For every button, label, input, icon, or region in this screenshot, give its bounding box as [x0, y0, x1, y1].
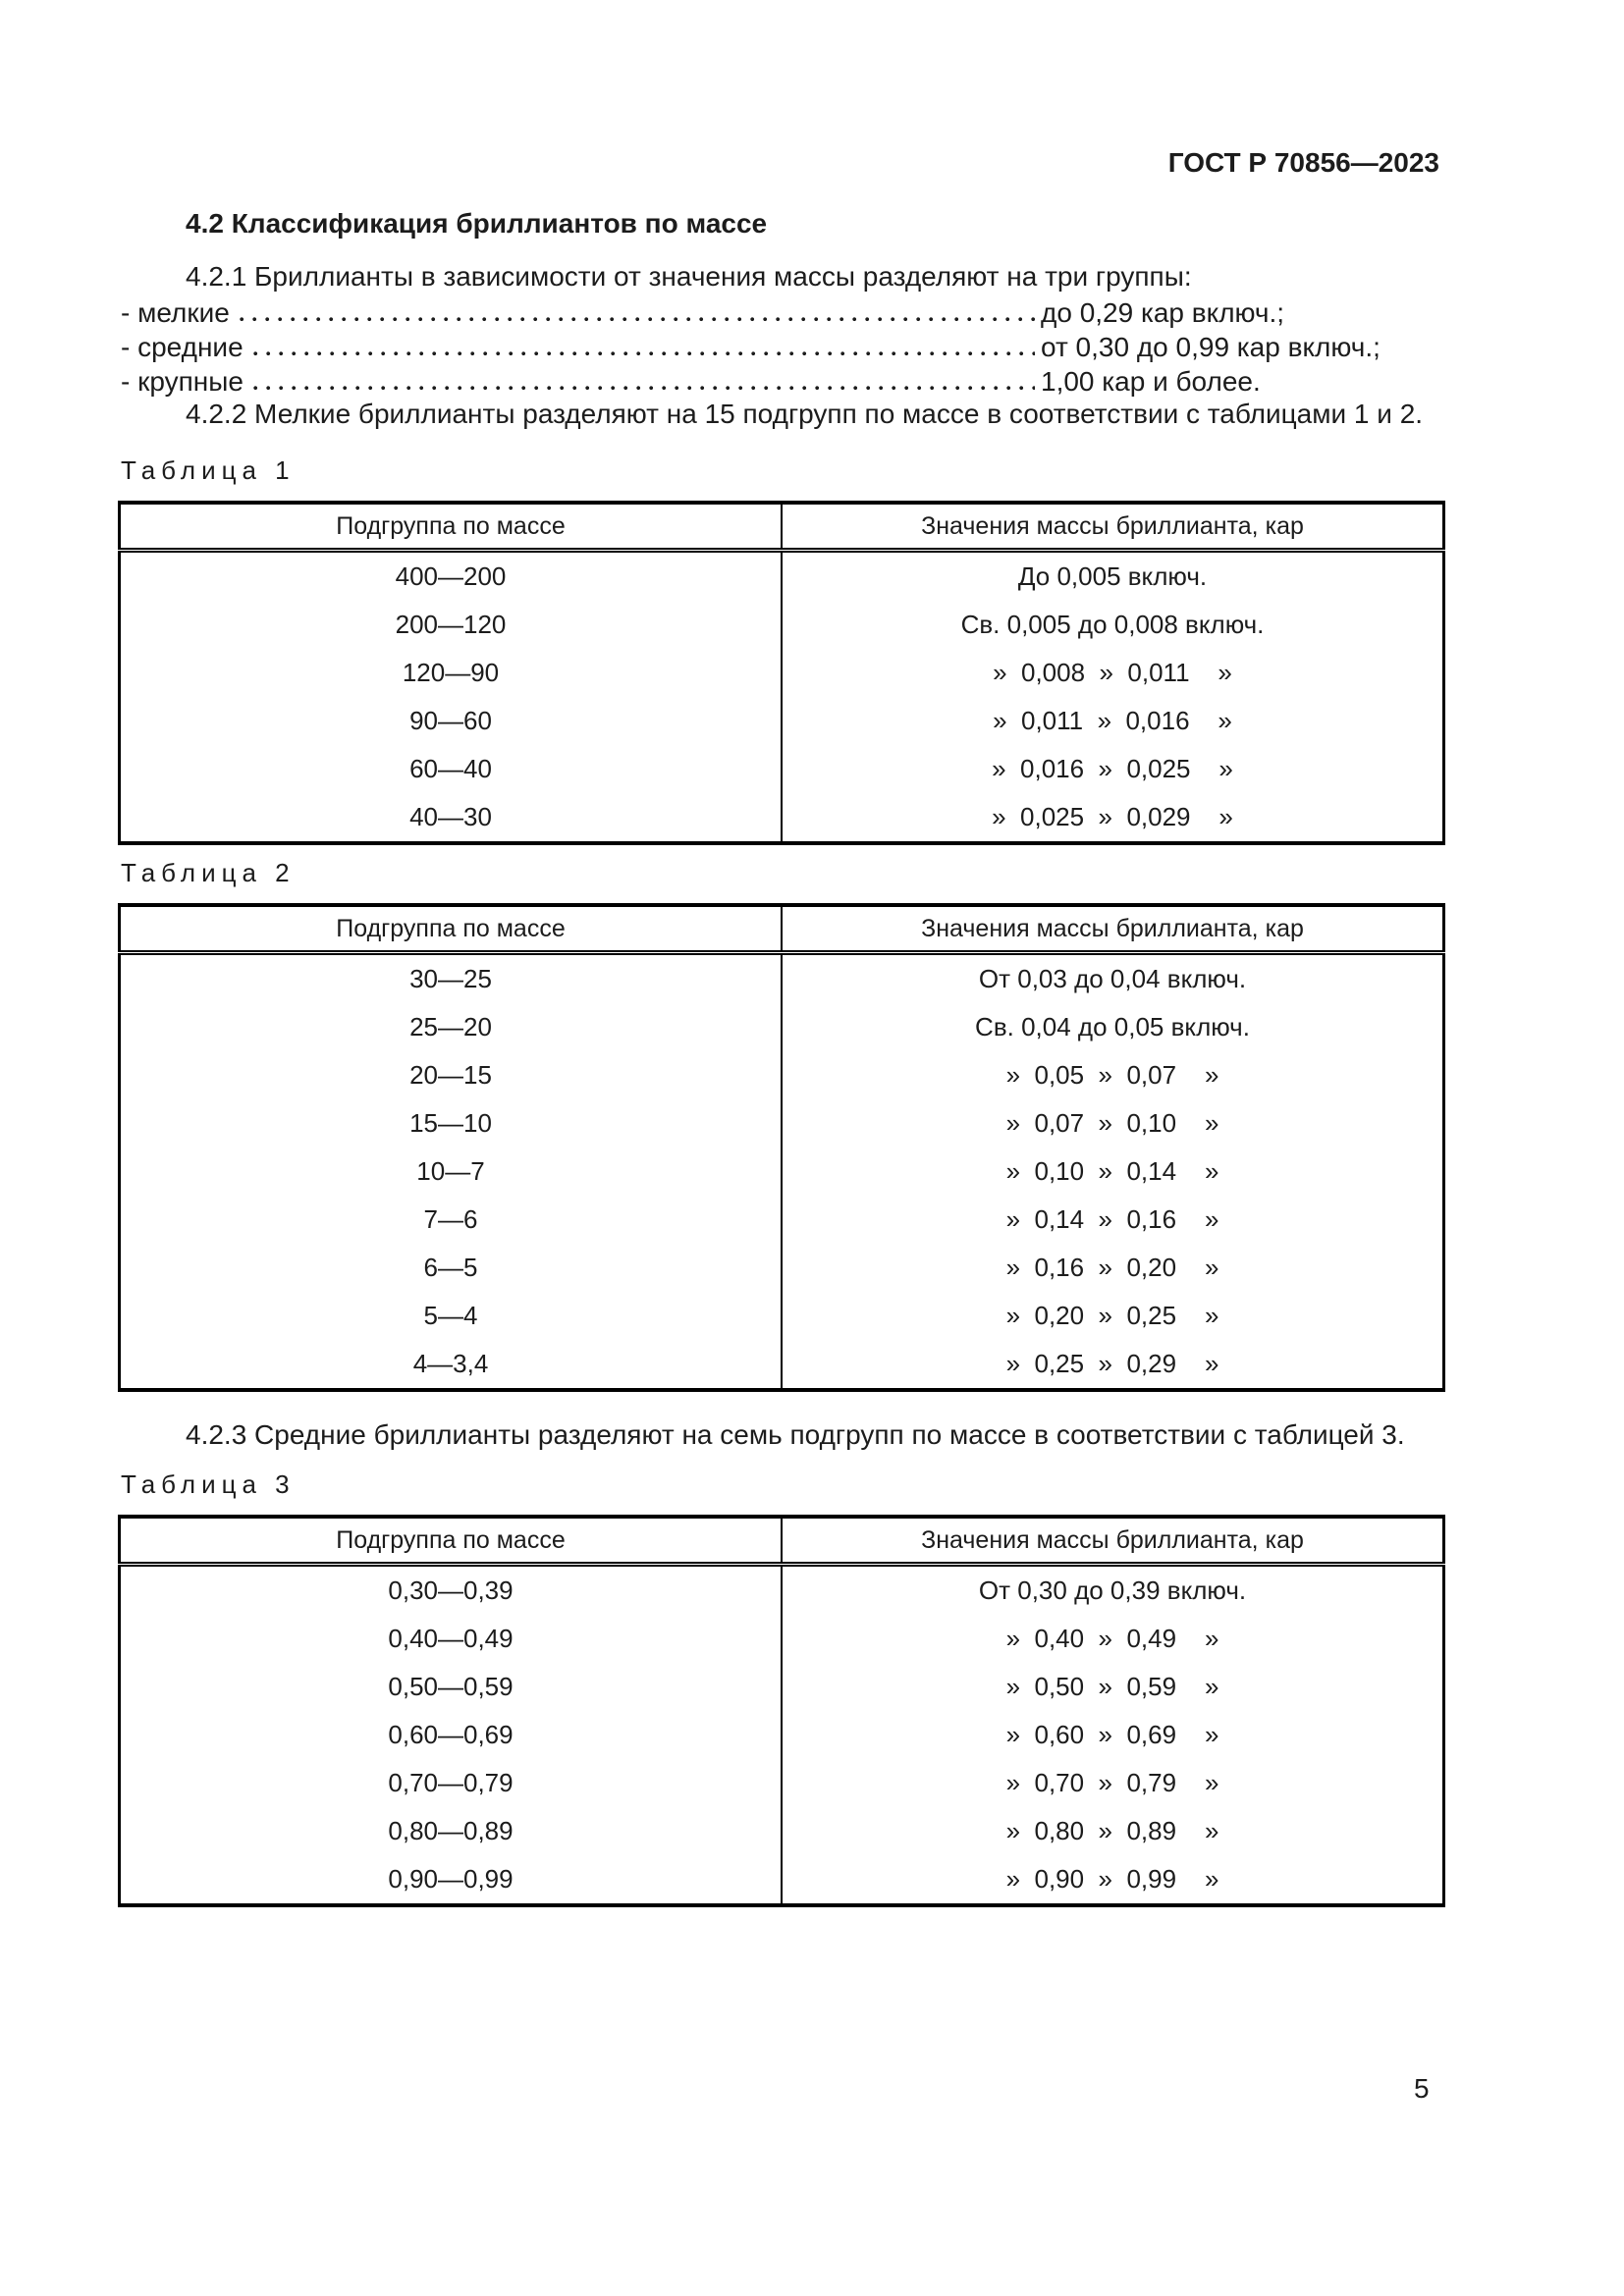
table-row [120, 1003, 1444, 1051]
table-row [120, 1807, 1444, 1855]
paragraph-4-2-2: 4.2.2 Мелкие бриллианты разделяют на 15 подгрупп по массе в соответствии с таблицами 1 и 2. [186, 399, 1424, 429]
subgroup-cell: 0,90—0,99 [120, 1855, 783, 1905]
table-row [120, 601, 1444, 649]
subgroup-cell: 0,50—0,59 [120, 1663, 783, 1711]
mass-value-cell: » 0,40 » 0,49 » [1005, 1624, 1219, 1653]
column-header-mass: Значения массы бриллианта, кар [782, 905, 1444, 953]
table-2-caption: Таблица 2 [121, 858, 296, 887]
table-row [120, 953, 1444, 1004]
table-header-row [120, 1517, 1444, 1565]
subgroup-cell: 90—60 [120, 697, 783, 745]
table-3-caption: Таблица 3 [121, 1469, 296, 1499]
subgroup-cell: 30—25 [120, 953, 783, 1004]
subgroup-cell: 0,80—0,89 [120, 1807, 783, 1855]
group-label: - средние [121, 332, 244, 362]
mass-value-cell: » 0,05 » 0,07 » [1005, 1060, 1219, 1090]
subgroup-cell: 120—90 [120, 649, 783, 697]
paragraph-4-2-3: 4.2.3 Средние бриллианты разделяют на семь подгрупп по массе в соответствии с таблицей 3. [186, 1419, 1405, 1450]
section-heading: 4.2 Классификация бриллиантов по массе [186, 208, 768, 239]
dot-leader [253, 364, 1035, 399]
subgroup-cell: 400—200 [120, 551, 783, 602]
mass-value-cell: От 0,03 до 0,04 включ. [978, 964, 1247, 993]
mass-value-cell: Св. 0,04 до 0,05 включ. [975, 1012, 1250, 1041]
column-header-subgroup: Подгруппа по массе [120, 503, 783, 551]
subgroup-cell: 40—30 [120, 793, 783, 843]
subgroup-cell: 0,60—0,69 [120, 1711, 783, 1759]
mass-groups-list [121, 295, 1443, 399]
table-row [120, 1615, 1444, 1663]
mass-value-cell: » 0,50 » 0,59 » [1005, 1672, 1219, 1701]
column-header-mass: Значения массы бриллианта, кар [782, 1517, 1444, 1565]
table-2-block [118, 858, 1445, 1392]
paragraph-4-2-1: 4.2.1 Бриллианты в зависимости от значения массы разделяют на три группы: [186, 261, 1192, 292]
mass-value-cell: » 0,16 » 0,20 » [1005, 1253, 1219, 1282]
column-header-mass: Значения массы бриллианта, кар [782, 503, 1444, 551]
mass-value-cell: » 0,07 » 0,10 » [1005, 1108, 1219, 1138]
table-row [120, 697, 1444, 745]
table-2 [118, 903, 1445, 1392]
list-item [121, 295, 1443, 330]
table-1 [118, 501, 1445, 845]
table-body [120, 1565, 1444, 1906]
table-row [120, 1148, 1444, 1196]
table-row [120, 745, 1444, 793]
table-row [120, 1711, 1444, 1759]
mass-value-cell: » 0,14 » 0,16 » [1005, 1204, 1219, 1234]
subgroup-cell: 0,70—0,79 [120, 1759, 783, 1807]
document-code: ГОСТ Р 70856—2023 [1167, 147, 1439, 178]
mass-value-cell: До 0,005 включ. [1017, 561, 1208, 591]
group-value: 1,00 кар и более. [1041, 366, 1261, 397]
page-number: 5 [1414, 2073, 1430, 2104]
table-row [120, 1099, 1444, 1148]
mass-value-cell: От 0,30 до 0,39 включ. [978, 1575, 1247, 1605]
mass-value-cell: » 0,20 » 0,25 » [1005, 1301, 1219, 1330]
mass-value-cell: » 0,011 » 0,016 » [993, 706, 1232, 735]
subgroup-cell: 0,30—0,39 [120, 1565, 783, 1616]
mass-value-cell: » 0,80 » 0,89 » [1005, 1816, 1219, 1845]
table-row [120, 551, 1444, 602]
subgroup-cell: 7—6 [120, 1196, 783, 1244]
mass-value-cell: » 0,70 » 0,79 » [1005, 1768, 1219, 1797]
mass-value-cell: Св. 0,005 до 0,008 включ. [960, 610, 1265, 639]
table-row [120, 1340, 1444, 1390]
group-label: - мелкие [121, 297, 230, 328]
table-row [120, 1759, 1444, 1807]
table-row [120, 1663, 1444, 1711]
table-body [120, 551, 1444, 844]
subgroup-cell: 5—4 [120, 1292, 783, 1340]
table-row [120, 1855, 1444, 1905]
table-row [120, 1196, 1444, 1244]
subgroup-cell: 0,40—0,49 [120, 1615, 783, 1663]
table-body [120, 953, 1444, 1391]
table-row [120, 1565, 1444, 1616]
mass-value-cell: » 0,016 » 0,025 » [992, 754, 1233, 783]
subgroup-cell: 20—15 [120, 1051, 783, 1099]
table-header-row [120, 503, 1444, 551]
table-row [120, 1244, 1444, 1292]
subgroup-cell: 10—7 [120, 1148, 783, 1196]
mass-value-cell: » 0,90 » 0,99 » [1005, 1864, 1219, 1894]
list-item [121, 330, 1443, 364]
subgroup-cell: 4—3,4 [120, 1340, 783, 1390]
subgroup-cell: 25—20 [120, 1003, 783, 1051]
mass-value-cell: » 0,25 » 0,29 » [1005, 1349, 1219, 1378]
subgroup-cell: 15—10 [120, 1099, 783, 1148]
table-1-block [118, 455, 1445, 845]
column-header-subgroup: Подгруппа по массе [120, 1517, 783, 1565]
group-value: до 0,29 кар включ.; [1041, 297, 1285, 328]
table-row [120, 1292, 1444, 1340]
mass-value-cell: » 0,008 » 0,011 » [993, 658, 1232, 687]
column-header-subgroup: Подгруппа по массе [120, 905, 783, 953]
dot-leader [253, 330, 1035, 364]
table-1-caption: Таблица 1 [121, 455, 296, 485]
subgroup-cell: 60—40 [120, 745, 783, 793]
dot-leader [240, 295, 1035, 330]
group-label: - крупные [121, 366, 244, 397]
mass-value-cell: » 0,60 » 0,69 » [1005, 1720, 1219, 1749]
mass-value-cell: » 0,10 » 0,14 » [1005, 1156, 1219, 1186]
table-row [120, 649, 1444, 697]
subgroup-cell: 200—120 [120, 601, 783, 649]
table-3-block [118, 1469, 1445, 1907]
table-row [120, 1051, 1444, 1099]
table-header-row [120, 905, 1444, 953]
subgroup-cell: 6—5 [120, 1244, 783, 1292]
mass-value-cell: » 0,025 » 0,029 » [992, 802, 1233, 831]
table-3 [118, 1515, 1445, 1907]
group-value: от 0,30 до 0,99 кар включ.; [1041, 332, 1380, 362]
table-row [120, 793, 1444, 843]
list-item [121, 364, 1443, 399]
